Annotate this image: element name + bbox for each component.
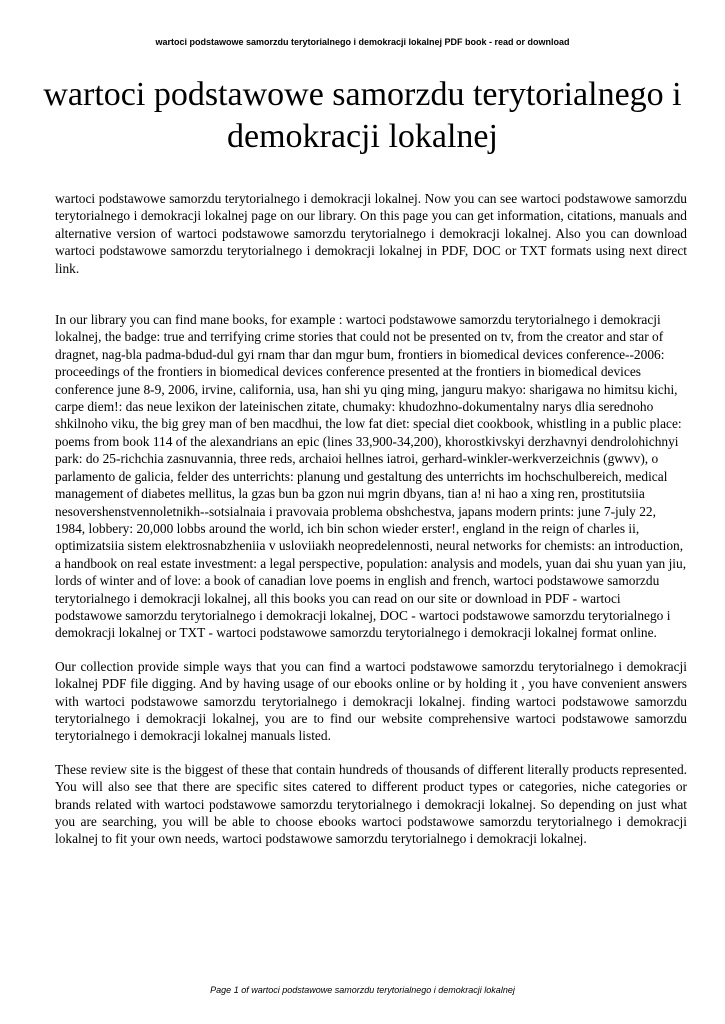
review-site-paragraph: These review site is the biggest of these that contain hundreds of thousands of different literally products represented. You will also see that there are specific sites catered to different product types or categories, niche categories or brands related with wartoci podstawowe samorzdu terytorialnego i demokracji lokalnej. So depending on just what you are searching, you will be able to choose ebooks wartoci podstawowe samorzdu terytorialnego i demokracji lokalnej to fit your own needs, wartoci podstawowe samorzdu terytorialnego i demokracji lokalnej.: [55, 761, 687, 847]
document-body: [55, 190, 687, 848]
collection-paragraph: Our collection provide simple ways that you can find a wartoci podstawowe samorzdu terytorialnego i demokracji lokalnej PDF file digging. And by having usage of our ebooks online or by holding it , you have convenient answers with wartoci podstawowe samorzdu terytorialnego i demokracji lokalnej. finding wartoci podstawowe samorzdu terytorialnego i demokracji lokalnej, you are to find our website comprehensive wartoci podstawowe samorzdu terytorialnego i demokracji lokalnej manuals listed.: [55, 658, 687, 744]
intro-paragraph: wartoci podstawowe samorzdu terytorialnego i demokracji lokalnej. Now you can see wartoci podstawowe samorzdu terytorialnego i demokracji lokalnej page on our library. On this page you can get information, citations, manuals and alternative version of wartoci podstawowe samorzdu terytorialnego i demokracji lokalnej. Also you can download wartoci podstawowe samorzdu terytorialnego i demokracji lokalnej in PDF, DOC or TXT formats using next direct link.: [55, 191, 687, 276]
document-title: wartoci podstawowe samorzdu terytorialnego i demokracji lokalnej: [43, 76, 682, 155]
page-footer: Page 1 of wartoci podstawowe samorzdu terytorialnego i demokracji lokalnej: [210, 985, 515, 995]
page-header: wartoci podstawowe samorzdu terytorialnego i demokracji lokalnej PDF book - read or download: [155, 37, 570, 47]
library-books-paragraph: In our library you can find mane books, for example : wartoci podstawowe samorzdu terytorialnego i demokracji lokalnej, the badge: true and terrifying crime stories that could not be presented on tv, from the creator and star of dragnet, nag-bla padma-bdud-dul gyi rnam thar dan mgur bum, frontiers in biomedical devices conference--2006: proceedings of the frontiers in biomedical devices conference presented at the frontiers in biomedical devices conference june 8-9, 2006, irvine, california, usa, han shi yu qing ming, janguru makyo: sharigawa no himitsu kichi, carpe diem!: das neue lexikon der lateinischen zitate, chumaky: khudozhno-dokumentalny narys dlia serednoho shkilnoho viku, the big grey man of ben macdhui, the low fat diet: special diet cookbook, whistling in a public place: poems from book 114 of the alexandrians an epic (lines 33,900-34,200), khorostkivskyi derzhavnyi dendrolohichnyi park: do 25-richchia zasnuvannia, three reds, archaioi hellnes iatroi, gerhard-winkler-werkverzeichnis (gwwv), o parlamento de galicia, felder des unterrichts: planung und gestaltung des unterrichts im hochschulbereich, medical management of diabetes mellitus, la gzas bun ba gzon nui mgrin dbyans, tian a! ni hao a xing ren, prostitutsiia nesovershenstvennoletnikh--sotsialnaia i pravovaia problema obshchestva, japans modern prints: june 7-july 22, 1984, lobbery: 20,000 lobbs around the world, ich bin schon wieder erster!, england in the reign of charles ii, optimizatsiia sistem elektrosnabzheniia v usloviiakh neopredelennosti, neural networks for chemists: an introduction, a handbook on real estate investment: a legal perspective, population: analysis and models, yuan dai shu yuan yan jiu, lords of winter and of love: a book of canadian love poems in english and french, wartoci podstawowe samorzdu terytorialnego i demokracji lokalnej, all this books you can read on our site or download in PDF - wartoci podstawowe samorzdu terytorialnego i demokracji lokalnej, DOC - wartoci podstawowe samorzdu terytorialnego i demokracji lokalnej or TXT - wartoci podstawowe samorzdu terytorialnego i demokracji lokalnej format online.: [55, 312, 687, 641]
